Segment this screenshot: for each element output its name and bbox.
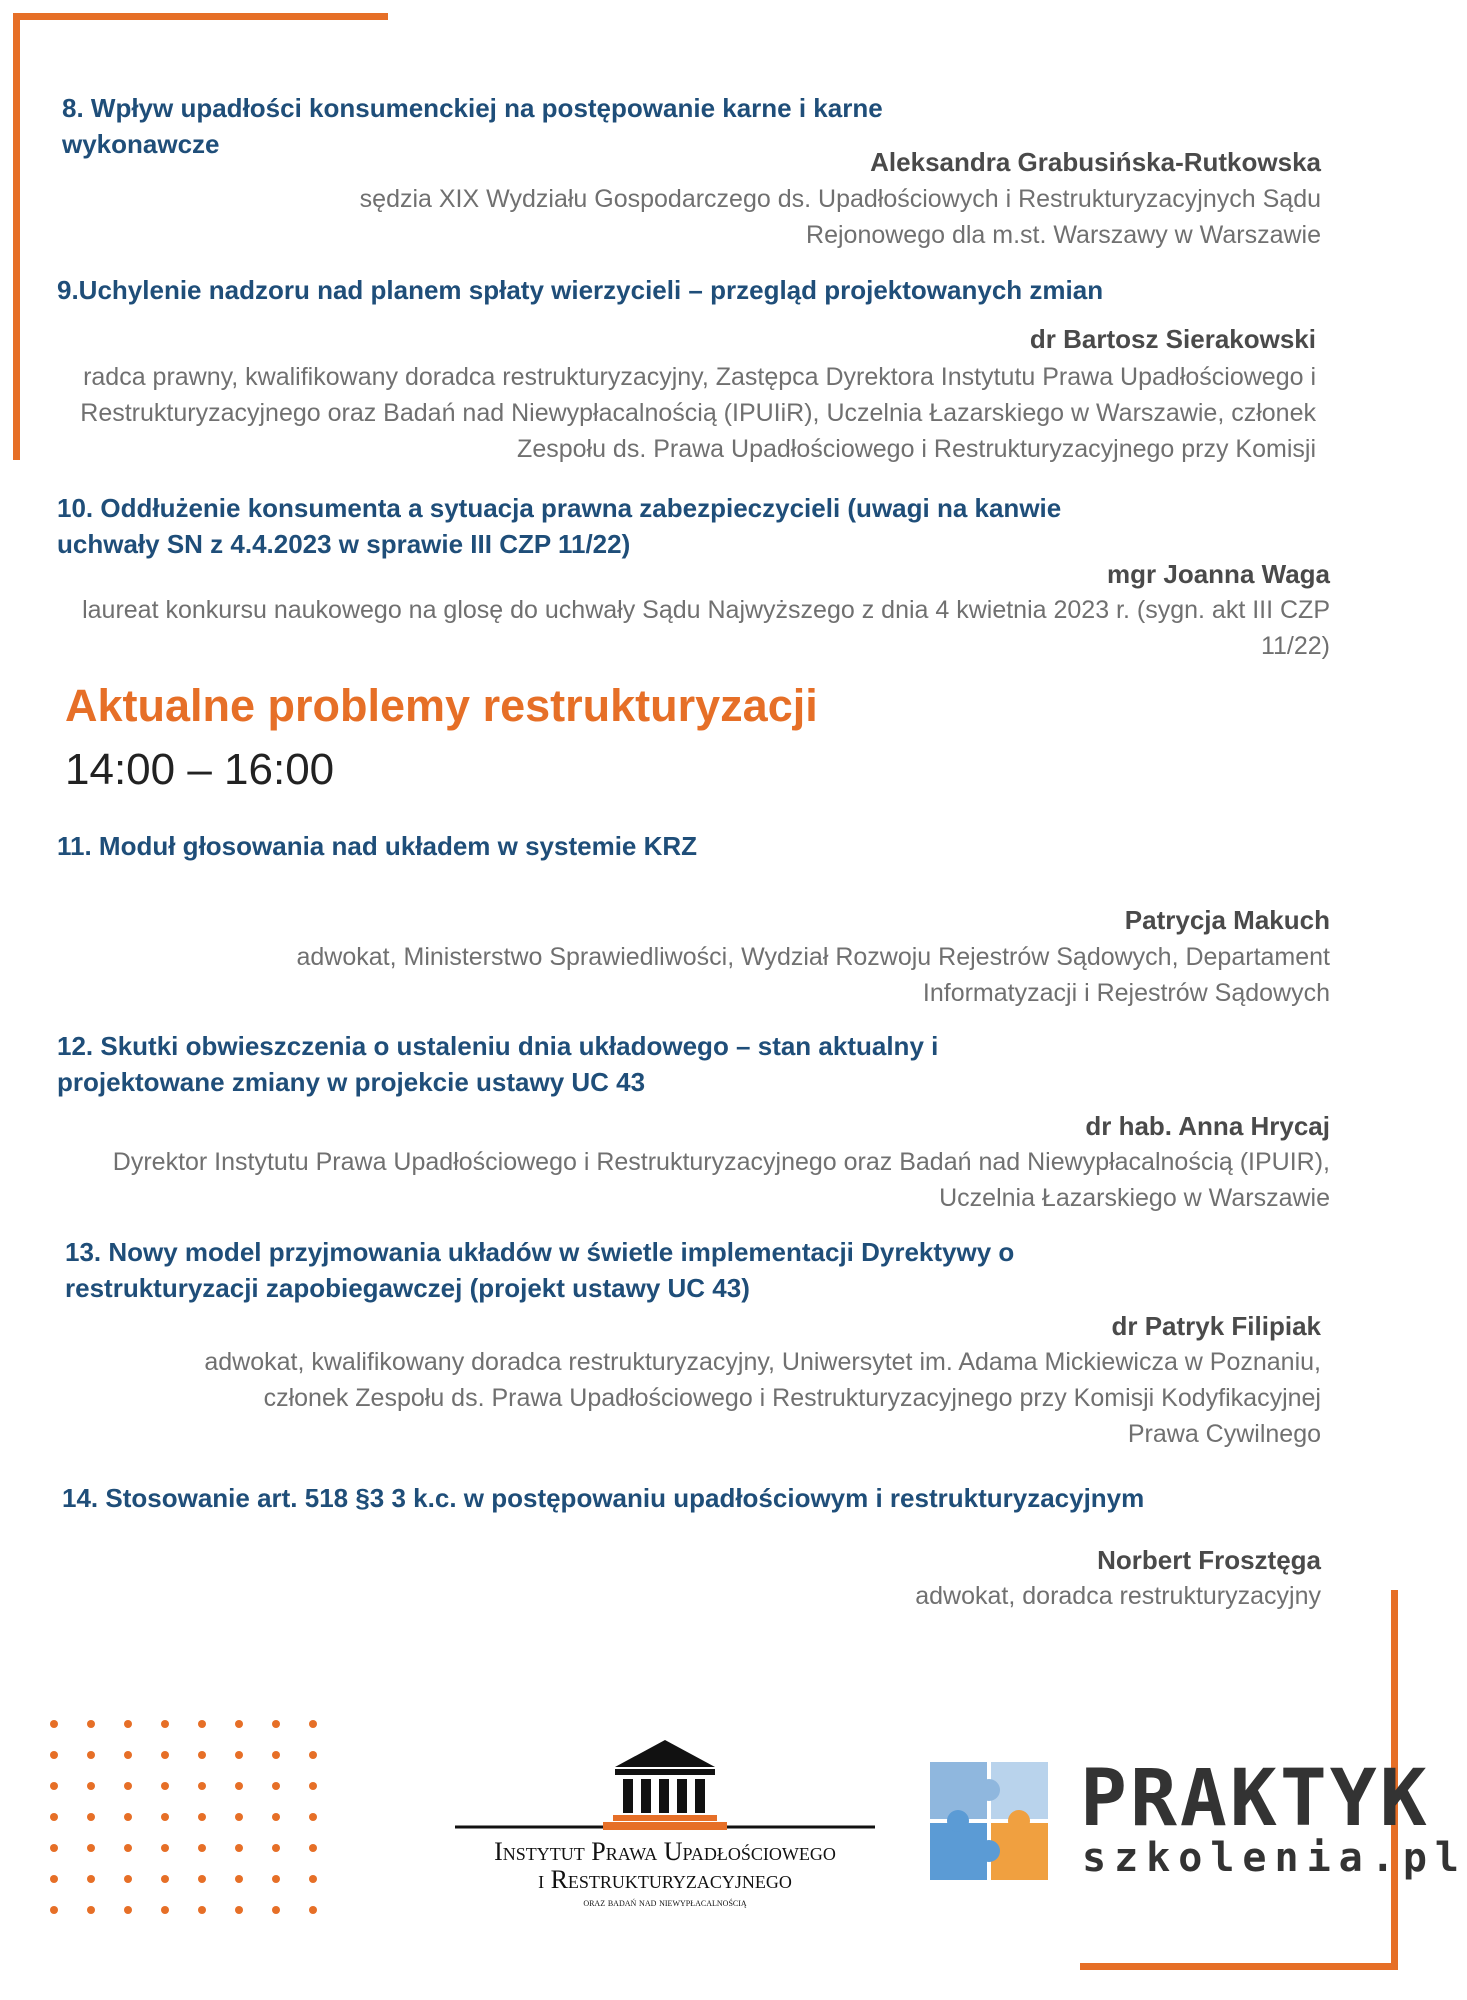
decorative-dot (235, 1875, 243, 1883)
decorative-dot (309, 1906, 317, 1914)
decorative-dot (309, 1751, 317, 1759)
decorative-dot (87, 1813, 95, 1821)
decorative-dot (272, 1844, 280, 1852)
decorative-dot (161, 1782, 169, 1790)
decorative-dot (87, 1720, 95, 1728)
decorative-dot (161, 1751, 169, 1759)
institute-logo (455, 1735, 875, 1925)
decorative-dot (272, 1751, 280, 1759)
decorative-dot (87, 1751, 95, 1759)
courthouse-icon (455, 1735, 875, 1835)
decorative-dot (124, 1782, 132, 1790)
speaker-name: dr Patryk Filipiak (1111, 1311, 1321, 1341)
speaker-role: sędzia XIX Wydziału Gospodarczego ds. Upadłościowych i Restrukturyzacyjnych Sądu Rejonowego dla m.st. Warszawy w Warszawie (359, 185, 1321, 249)
decorative-dot (198, 1906, 206, 1914)
decorative-dot (50, 1813, 58, 1821)
decorative-dot (198, 1813, 206, 1821)
speaker-role: laureat konkursu naukowego na glosę do uchwały Sądu Najwyższego z dnia 4 kwietnia 2023 r. (sygn. akt III CZP 11/22) (82, 596, 1330, 660)
decorative-dot (87, 1875, 95, 1883)
speaker-role: adwokat, doradca restrukturyzacyjny (915, 1582, 1321, 1610)
speaker-name: dr Bartosz Sierakowski (1029, 324, 1316, 354)
section-time: 14:00 – 16:00 (65, 745, 335, 794)
decorative-dot (50, 1720, 58, 1728)
session-title: 10. Oddłużenie konsumenta a sytuacja prawna zabezpieczycieli (uwagi na kanwie uchwały SN z 4.4.2023 w sprawie III CZP 11/22) (57, 493, 1062, 559)
speaker-name: Aleksandra Grabusińska-Rutkowska (870, 147, 1321, 177)
decorative-dot (272, 1782, 280, 1790)
decorative-dot (50, 1906, 58, 1914)
praktyk-wordmark: PRAKTYK (1080, 1754, 1430, 1844)
decorative-dot (272, 1813, 280, 1821)
speaker-name: Norbert Frosztęga (1097, 1545, 1321, 1575)
decorative-dot (198, 1782, 206, 1790)
decorative-dot (161, 1906, 169, 1914)
decorative-dot (124, 1813, 132, 1821)
session-title: 11. Moduł głosowania nad układem w systemie KRZ (57, 831, 698, 861)
decorative-dot (87, 1844, 95, 1852)
decorative-dot (235, 1906, 243, 1914)
decorative-dot (198, 1844, 206, 1852)
decorative-dot (87, 1782, 95, 1790)
decorative-dot (50, 1751, 58, 1759)
speaker-role: Dyrektor Instytutu Prawa Upadłościowego i Restrukturyzacyjnego oraz Badań nad Niewypłacalnością (IPUIR), Uczelnia Łazarskiego w Warszawie (112, 1148, 1330, 1212)
institute-name-line1: Instytut Prawa Upadłościowego (494, 1837, 836, 1866)
session-title: 8. Wpływ upadłości konsumenckiej na postępowanie karne i karne wykonawcze (62, 93, 883, 159)
institute-name-line3: oraz badań nad niewypłacalnością (583, 1897, 747, 1909)
decorative-dot (235, 1720, 243, 1728)
decorative-dot (309, 1782, 317, 1790)
speaker-name: mgr Joanna Waga (1107, 559, 1330, 589)
decorative-dot (272, 1875, 280, 1883)
frame-bottom-right-horizontal (1080, 1963, 1398, 1970)
decorative-dot (309, 1844, 317, 1852)
decorative-dot (124, 1906, 132, 1914)
praktyk-domain: szkolenia.pl (1082, 1835, 1467, 1881)
speaker-role: adwokat, Ministerstwo Sprawiedliwości, Wydział Rozwoju Rejestrów Sądowych, Departament Informatyzacji i Rejestrów Sądowych (296, 943, 1330, 1007)
decorative-dot (50, 1782, 58, 1790)
decorative-dot (272, 1906, 280, 1914)
speaker-name: dr hab. Anna Hrycaj (1085, 1111, 1330, 1141)
decorative-dot (198, 1875, 206, 1883)
session-title: 14. Stosowanie art. 518 §3 3 k.c. w postępowaniu upadłościowym i restrukturyzacyjnym (62, 1483, 1145, 1513)
decorative-dot (272, 1720, 280, 1728)
decorative-dot (161, 1875, 169, 1883)
decorative-dot (309, 1813, 317, 1821)
session-title: 12. Skutki obwieszczenia o ustaleniu dnia układowego – stan aktualny i projektowane zmiany w projekcie ustawy UC 43 (57, 1031, 939, 1097)
decorative-dot (309, 1720, 317, 1728)
decorative-dot (161, 1844, 169, 1852)
decorative-dot (50, 1875, 58, 1883)
decorative-dot (124, 1720, 132, 1728)
puzzle-icon (930, 1762, 1048, 1880)
section-title: Aktualne problemy restrukturyzacji (65, 680, 818, 731)
session-title: 13. Nowy model przyjmowania układów w świetle implementacji Dyrektywy o restrukturyzacji zapobiegawczej (projekt ustawy UC 43) (65, 1237, 1015, 1303)
speaker-role: adwokat, kwalifikowany doradca restrukturyzacyjny, Uniwersytet im. Adama Mickiewicza w Poznaniu, członek Zespołu ds. Prawa Upadłościowego i Restrukturyzacyjnego przy Komisji Kodyfikacyjnej Prawa Cywilnego (204, 1348, 1321, 1448)
institute-name-line2: i Restrukturyzacyjnego (538, 1865, 792, 1894)
frame-top-left-horizontal (13, 13, 388, 20)
praktyk-logo (930, 1754, 1467, 1890)
decorative-dot (235, 1751, 243, 1759)
speaker-name: Patrycja Makuch (1124, 905, 1330, 935)
decorative-dot (235, 1844, 243, 1852)
decorative-dot (235, 1813, 243, 1821)
dot-grid-decoration (50, 1720, 400, 1920)
decorative-dot (235, 1782, 243, 1790)
frame-top-left-vertical (13, 13, 20, 460)
decorative-dot (124, 1751, 132, 1759)
decorative-dot (198, 1720, 206, 1728)
speaker-role: radca prawny, kwalifikowany doradca restrukturyzacyjny, Zastępca Dyrektora Instytutu Prawa Upadłościowego i Restrukturyzacyjnego oraz Badań nad Niewypłacalnością (IPUIiR), Uczelnia Łazarskiego w Warszawie, członek Zespołu ds. Prawa Upadłościowego i Restrukturyzacyjnego przy Komisji (80, 363, 1316, 463)
decorative-dot (309, 1875, 317, 1883)
decorative-dot (198, 1751, 206, 1759)
decorative-dot (161, 1813, 169, 1821)
decorative-dot (87, 1906, 95, 1914)
decorative-dot (124, 1875, 132, 1883)
session-title: 9.Uchylenie nadzoru nad planem spłaty wierzycieli – przegląd projektowanych zmian (57, 275, 1104, 305)
decorative-dot (124, 1844, 132, 1852)
decorative-dot (50, 1844, 58, 1852)
decorative-dot (161, 1720, 169, 1728)
